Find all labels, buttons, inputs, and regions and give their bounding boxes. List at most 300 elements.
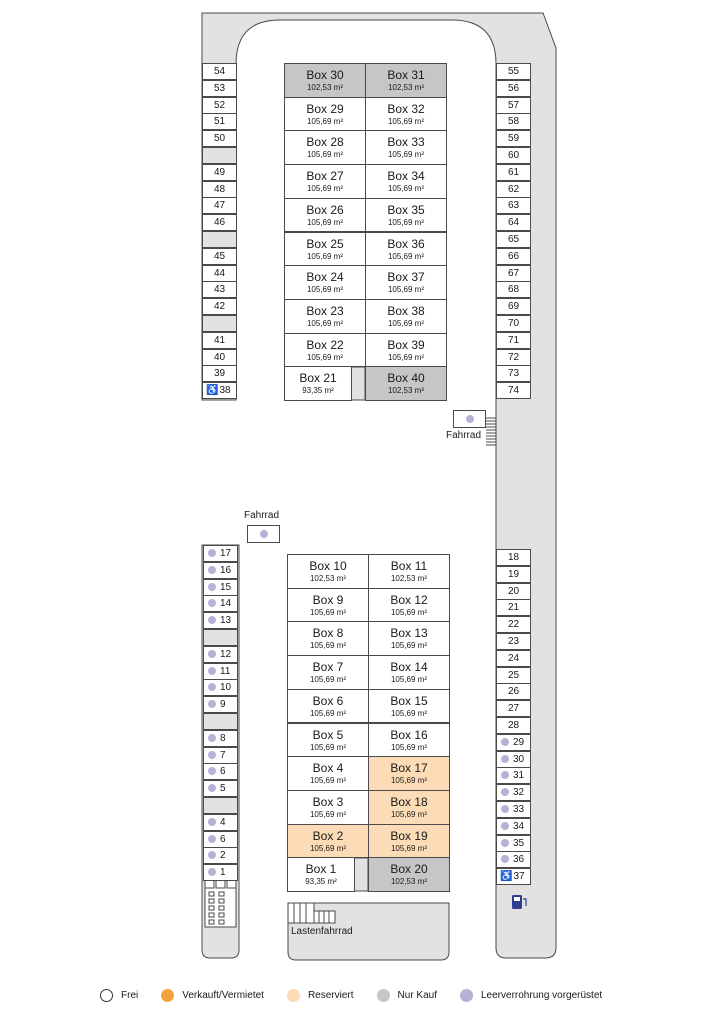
box-area: 105,69 m² — [306, 318, 344, 328]
storage-box[interactable] — [368, 621, 450, 656]
slot-number: 41 — [213, 334, 226, 346]
slot-number: 15 — [220, 581, 232, 593]
parking-slot[interactable] — [202, 164, 237, 181]
circle-dot-icon — [208, 784, 216, 792]
slot-number: 30 — [513, 753, 525, 765]
slot-number: 23 — [507, 636, 520, 647]
box-area: 102,53 m² — [387, 83, 425, 92]
empty-slot — [202, 315, 237, 332]
box-area: 105,69 m² — [306, 352, 344, 362]
parking-slot[interactable] — [203, 679, 238, 696]
slot-number: 32 — [513, 787, 525, 799]
parking-slot[interactable] — [496, 700, 531, 717]
parking-slot[interactable] — [202, 365, 237, 382]
slot-number: 33 — [513, 804, 525, 815]
parking-slot[interactable] — [496, 382, 531, 399]
circle-dot-icon — [208, 851, 216, 859]
circle-dot-icon — [501, 788, 509, 796]
slot-number: 52 — [213, 99, 226, 111]
slot-number: 60 — [507, 150, 520, 161]
parking-slot[interactable] — [203, 579, 238, 596]
storage-box[interactable] — [365, 299, 447, 334]
storage-box[interactable] — [368, 857, 450, 892]
slot-number: 43 — [213, 284, 226, 296]
box-name: Box 10 — [309, 559, 347, 573]
box-area: 105,69 m² — [306, 217, 344, 227]
parking-slot[interactable] — [202, 80, 237, 97]
box-area: 102,53 m² — [306, 83, 344, 92]
empty-slot — [202, 147, 237, 164]
box-name: Box 11 — [390, 559, 428, 573]
box-name: Box 7 — [312, 660, 344, 675]
storage-box[interactable] — [287, 655, 369, 690]
circle-dot-icon — [208, 650, 216, 658]
legend-label: Frei — [121, 989, 139, 1001]
slot-number: 36 — [513, 854, 525, 866]
parking-slot[interactable] — [496, 683, 531, 700]
parking-slot[interactable] — [202, 97, 237, 114]
circle-dot-icon — [208, 835, 216, 843]
circle-dot-icon — [208, 683, 216, 691]
slot-number: 18 — [507, 552, 520, 563]
parking-slot[interactable] — [203, 831, 238, 848]
slot-number: 45 — [213, 250, 226, 262]
parking-slot[interactable] — [496, 231, 531, 248]
parking-slot[interactable] — [203, 730, 238, 747]
storage-box[interactable] — [284, 63, 366, 98]
parking-slot[interactable] — [203, 747, 238, 764]
circle-dot-icon — [208, 868, 216, 876]
empty-slot — [203, 797, 238, 814]
slot-number: 48 — [213, 183, 226, 195]
storage-box[interactable] — [365, 130, 447, 165]
storage-box[interactable] — [287, 824, 369, 859]
circle-dot-icon — [208, 549, 216, 557]
box-name: Box 19 — [390, 828, 428, 843]
storage-box[interactable] — [284, 232, 366, 267]
box-name: Box 3 — [312, 794, 344, 809]
legend-item-frei — [100, 989, 138, 1002]
slot-number: 44 — [213, 267, 226, 279]
storage-box[interactable] — [368, 790, 450, 825]
storage-box[interactable] — [365, 333, 447, 368]
storage-box[interactable] — [368, 689, 450, 724]
circle-dot-icon — [208, 616, 216, 624]
legend — [100, 986, 660, 1004]
storage-box[interactable] — [365, 366, 447, 401]
box-area: 105,69 m² — [390, 809, 428, 819]
storage-box[interactable] — [365, 198, 447, 233]
box-area: 105,69 m² — [387, 318, 425, 328]
parking-slot[interactable] — [496, 97, 531, 114]
storage-box[interactable] — [287, 790, 369, 825]
legend-label: Reserviert — [307, 989, 354, 1001]
box-area: 105,69 m² — [309, 776, 347, 786]
slot-number: 62 — [507, 183, 520, 195]
box-area: 105,69 m² — [306, 150, 344, 160]
parking-slot[interactable] — [496, 784, 531, 801]
slot-number: 49 — [213, 166, 226, 178]
legend-label: Nur Kauf — [397, 989, 437, 1001]
storage-box[interactable] — [284, 333, 366, 368]
box-name: Box 24 — [306, 270, 344, 285]
box-area: 105,69 m² — [309, 809, 347, 819]
parking-slot[interactable] — [202, 63, 237, 80]
storage-box[interactable] — [287, 621, 369, 656]
box-name: Box 31 — [387, 68, 425, 82]
box-name: Box 26 — [306, 202, 344, 217]
box-name: Box 1 — [305, 862, 337, 877]
box-area: 105,69 m² — [387, 184, 425, 194]
legend-swatch-icon — [460, 989, 473, 1002]
circle-dot-icon — [260, 530, 268, 538]
slot-number: 4 — [220, 816, 226, 828]
legend-label: Verkauft/Vermietet — [182, 989, 264, 1001]
box-area: 102,53 m² — [387, 386, 425, 396]
box-area: 105,69 m² — [390, 708, 428, 718]
parking-slot[interactable] — [203, 696, 238, 713]
parking-slot[interactable] — [496, 835, 531, 852]
legend-swatch-icon — [100, 989, 113, 1002]
bike-rack-icon — [486, 418, 496, 445]
slot-number: 51 — [213, 116, 226, 128]
storage-box[interactable] — [368, 655, 450, 690]
parking-slot[interactable] — [202, 332, 237, 349]
box-area: 102,53 m² — [309, 574, 347, 583]
box-area: 93,35 m² — [305, 877, 337, 887]
box-name: Box 6 — [312, 693, 344, 708]
parking-slot[interactable] — [496, 599, 531, 616]
parking-slot[interactable] — [203, 562, 238, 579]
box-name: Box 35 — [387, 202, 425, 217]
parking-slot[interactable] — [496, 751, 531, 768]
box-area: 105,69 m² — [390, 675, 428, 685]
box-name: Box 30 — [306, 68, 344, 82]
storage-box[interactable] — [284, 130, 366, 165]
slot-number: 73 — [507, 368, 520, 380]
slot-number: 63 — [507, 200, 520, 212]
parking-slot[interactable] — [496, 365, 531, 382]
slot-number: 6 — [220, 766, 226, 778]
parking-slot[interactable] — [202, 382, 237, 399]
box-area: 105,69 m² — [390, 607, 428, 617]
slot-number: 31 — [513, 770, 525, 782]
legend-swatch-icon — [287, 989, 300, 1002]
slot-number: 74 — [507, 385, 520, 397]
slot-number: 64 — [507, 217, 520, 229]
parking-slot[interactable] — [496, 818, 531, 835]
parking-slot[interactable] — [202, 265, 237, 282]
circle-dot-icon — [501, 771, 509, 779]
circle-dot-icon — [208, 767, 216, 775]
parking-slot[interactable] — [496, 164, 531, 181]
storage-box[interactable] — [368, 588, 450, 623]
slot-number: 16 — [220, 564, 232, 576]
circle-dot-icon — [501, 755, 509, 763]
box-area: 105,69 m² — [309, 742, 347, 752]
parking-slot[interactable] — [496, 332, 531, 349]
storage-box[interactable] — [287, 723, 369, 758]
box-name: Box 14 — [390, 660, 428, 675]
legend-item-nur_kauf — [377, 989, 437, 1002]
parking-slot[interactable] — [496, 650, 531, 667]
box-area: 105,69 m² — [387, 217, 425, 227]
slot-number: 61 — [507, 166, 520, 178]
circle-dot-icon — [501, 805, 509, 813]
slot-number: 28 — [507, 720, 520, 731]
parking-slot[interactable] — [203, 847, 238, 864]
box-area: 105,69 m² — [309, 708, 347, 718]
parking-slot[interactable] — [203, 814, 238, 831]
bike-storage-grid-icon — [205, 880, 236, 927]
box-name: Box 25 — [306, 236, 344, 251]
storage-box[interactable] — [287, 756, 369, 791]
slot-number: 66 — [507, 250, 520, 262]
slot-number: 57 — [507, 99, 520, 111]
parking-slot[interactable] — [496, 197, 531, 214]
slot-number: 11 — [220, 665, 231, 677]
slot-number: 47 — [213, 200, 226, 212]
circle-dot-icon — [501, 822, 509, 830]
slot-number: 56 — [507, 82, 520, 94]
slot-number: 7 — [220, 749, 226, 761]
storage-box[interactable] — [287, 857, 355, 892]
slot-number: 58 — [507, 116, 520, 128]
slot-number: 12 — [220, 648, 232, 660]
bike-parking-lower — [247, 525, 280, 543]
storage-box[interactable] — [368, 554, 450, 589]
parking-slot[interactable] — [202, 214, 237, 231]
storage-box[interactable] — [365, 63, 447, 98]
slot-number: 5 — [220, 783, 226, 795]
parking-slot[interactable] — [496, 801, 531, 818]
slot-number: 68 — [507, 284, 520, 296]
circle-dot-icon — [501, 855, 509, 863]
parking-slot[interactable] — [202, 298, 237, 315]
parking-slot[interactable] — [202, 130, 237, 147]
storage-box[interactable] — [287, 554, 369, 589]
parking-slot[interactable] — [496, 767, 531, 784]
box-name: Box 39 — [387, 337, 425, 352]
legend-swatch-icon — [377, 989, 390, 1002]
box-name: Box 29 — [306, 101, 344, 116]
parking-slot[interactable] — [203, 763, 238, 780]
circle-dot-icon — [208, 566, 216, 574]
box-name: Box 2 — [312, 828, 344, 843]
parking-slot[interactable] — [203, 663, 238, 680]
box-name: Box 23 — [306, 303, 344, 318]
slot-number: 37 — [513, 871, 525, 883]
circle-dot-icon — [208, 583, 216, 591]
parking-slot[interactable] — [496, 181, 531, 198]
legend-swatch-icon — [161, 989, 174, 1002]
legend-item-leerverrohrung — [460, 989, 602, 1002]
parking-slot[interactable] — [203, 545, 238, 562]
box-area: 105,69 m² — [390, 742, 428, 752]
parking-slot[interactable] — [496, 63, 531, 80]
parking-slot[interactable] — [496, 281, 531, 298]
box-area: 105,69 m² — [390, 641, 428, 651]
box-name: Box 22 — [306, 337, 344, 352]
parking-slot[interactable] — [202, 349, 237, 366]
box-name: Box 38 — [387, 303, 425, 318]
parking-slot[interactable] — [203, 780, 238, 797]
box-area: 102,53 m² — [390, 877, 428, 887]
box-area: 93,35 m² — [302, 386, 334, 396]
slot-number: 55 — [507, 66, 520, 77]
gap-next-to-box-21 — [351, 367, 365, 400]
storage-box[interactable] — [284, 97, 366, 132]
slot-number: 9 — [220, 699, 226, 711]
slot-number: 46 — [213, 217, 226, 229]
circle-dot-icon — [501, 738, 509, 746]
slot-number: 21 — [507, 602, 520, 614]
parking-slot[interactable] — [203, 595, 238, 612]
storage-box[interactable] — [365, 164, 447, 199]
parking-slot[interactable] — [202, 248, 237, 265]
slot-number: 22 — [507, 619, 520, 631]
box-name: Box 27 — [306, 169, 344, 184]
circle-dot-icon — [208, 818, 216, 826]
box-area: 105,69 m² — [309, 641, 347, 651]
storage-box[interactable] — [365, 232, 447, 267]
box-name: Box 21 — [299, 371, 337, 386]
box-name: Box 4 — [312, 761, 344, 776]
parking-slot[interactable] — [496, 265, 531, 282]
storage-box[interactable] — [287, 689, 369, 724]
parking-slot[interactable] — [496, 248, 531, 265]
parking-slot[interactable] — [496, 633, 531, 650]
slot-number: 42 — [213, 301, 226, 313]
parking-slot[interactable] — [496, 566, 531, 583]
slot-number: 38 — [219, 385, 231, 397]
storage-box[interactable] — [365, 97, 447, 132]
circle-dot-icon — [501, 839, 509, 847]
storage-box[interactable] — [365, 265, 447, 300]
wheelchair-icon: ♿ — [500, 871, 513, 883]
legend-item-reserviert — [287, 989, 354, 1002]
slot-number: 17 — [220, 548, 232, 559]
parking-slot[interactable] — [496, 717, 531, 734]
parking-slot[interactable] — [496, 298, 531, 315]
parking-slot[interactable] — [203, 864, 238, 881]
storage-box[interactable] — [284, 366, 352, 401]
slot-number: 29 — [513, 736, 525, 748]
parking-slot[interactable] — [496, 80, 531, 97]
slot-number: 69 — [507, 301, 520, 313]
box-name: Box 37 — [387, 270, 425, 285]
parking-slot[interactable] — [496, 147, 531, 164]
slot-number: 65 — [507, 234, 520, 245]
parking-slot[interactable] — [496, 130, 531, 147]
empty-slot — [203, 629, 238, 646]
parking-slot[interactable] — [203, 612, 238, 629]
box-name: Box 28 — [306, 135, 344, 150]
box-name: Box 13 — [390, 626, 428, 641]
slot-number: 34 — [513, 820, 525, 832]
parking-slot[interactable] — [496, 616, 531, 633]
slot-number: 27 — [507, 703, 520, 715]
circle-dot-icon — [208, 667, 216, 675]
wheelchair-icon: ♿ — [206, 385, 219, 397]
slot-number: 39 — [213, 368, 226, 380]
slot-number: 70 — [507, 318, 520, 329]
box-name: Box 8 — [312, 626, 344, 641]
parking-slot[interactable] — [496, 349, 531, 366]
parking-slot[interactable] — [202, 197, 237, 214]
parking-slot[interactable] — [202, 113, 237, 130]
box-area: 105,69 m² — [390, 776, 428, 786]
box-name: Box 32 — [387, 101, 425, 116]
slot-number: 54 — [213, 66, 226, 77]
legend-item-verkauft — [161, 989, 264, 1002]
box-area: 105,69 m² — [306, 285, 344, 295]
empty-slot — [202, 231, 237, 248]
box-name: Box 20 — [390, 862, 428, 877]
fahrrad-upper-label: Fahrrad — [446, 430, 482, 441]
slot-number: 24 — [507, 652, 520, 664]
box-name: Box 12 — [390, 592, 428, 607]
box-area: 105,69 m² — [387, 285, 425, 295]
fahrrad-lower-label: Fahrrad — [244, 510, 280, 521]
box-name: Box 17 — [390, 761, 428, 776]
storage-box[interactable] — [284, 265, 366, 300]
storage-box[interactable] — [284, 164, 366, 199]
storage-box[interactable] — [287, 588, 369, 623]
parking-slot[interactable] — [496, 583, 531, 600]
parking-slot[interactable] — [496, 734, 531, 751]
box-area: 105,69 m² — [390, 843, 428, 853]
box-area: 105,69 m² — [309, 675, 347, 685]
parking-slot[interactable] — [496, 868, 531, 885]
slot-number: 50 — [213, 133, 226, 145]
parking-slot[interactable] — [496, 851, 531, 868]
storage-box[interactable] — [284, 198, 366, 233]
slot-number: 72 — [507, 351, 520, 363]
box-name: Box 16 — [390, 727, 428, 742]
parking-slot[interactable] — [496, 667, 531, 684]
parking-slot[interactable] — [203, 646, 238, 663]
slot-number: 14 — [220, 598, 232, 610]
box-name: Box 36 — [387, 236, 425, 251]
parking-slot[interactable] — [202, 181, 237, 198]
storage-box[interactable] — [368, 756, 450, 791]
box-name: Box 40 — [387, 371, 425, 386]
box-name: Box 15 — [390, 693, 428, 708]
storage-box[interactable] — [368, 824, 450, 859]
box-name: Box 5 — [312, 727, 344, 742]
slot-number: 20 — [507, 585, 520, 597]
slot-number: 26 — [507, 686, 520, 698]
storage-box[interactable] — [284, 299, 366, 334]
box-name: Box 34 — [387, 169, 425, 184]
legend-label: Leerverrohrung vorgerüstet — [481, 989, 603, 1001]
parking-slot[interactable] — [496, 113, 531, 130]
circle-dot-icon — [466, 415, 474, 423]
lastenfahrrad-label: Lastenfahrrad — [291, 926, 353, 937]
box-area: 105,69 m² — [306, 251, 344, 261]
slot-number: 1 — [220, 867, 226, 879]
parking-slot[interactable] — [496, 214, 531, 231]
box-area: 105,69 m² — [387, 116, 425, 126]
parking-slot[interactable] — [496, 315, 531, 332]
box-name: Box 9 — [312, 592, 344, 607]
storage-box[interactable] — [368, 723, 450, 758]
parking-slot[interactable] — [202, 281, 237, 298]
slot-number: 10 — [220, 682, 232, 694]
empty-slot — [203, 713, 238, 730]
parking-slot[interactable] — [496, 549, 531, 566]
